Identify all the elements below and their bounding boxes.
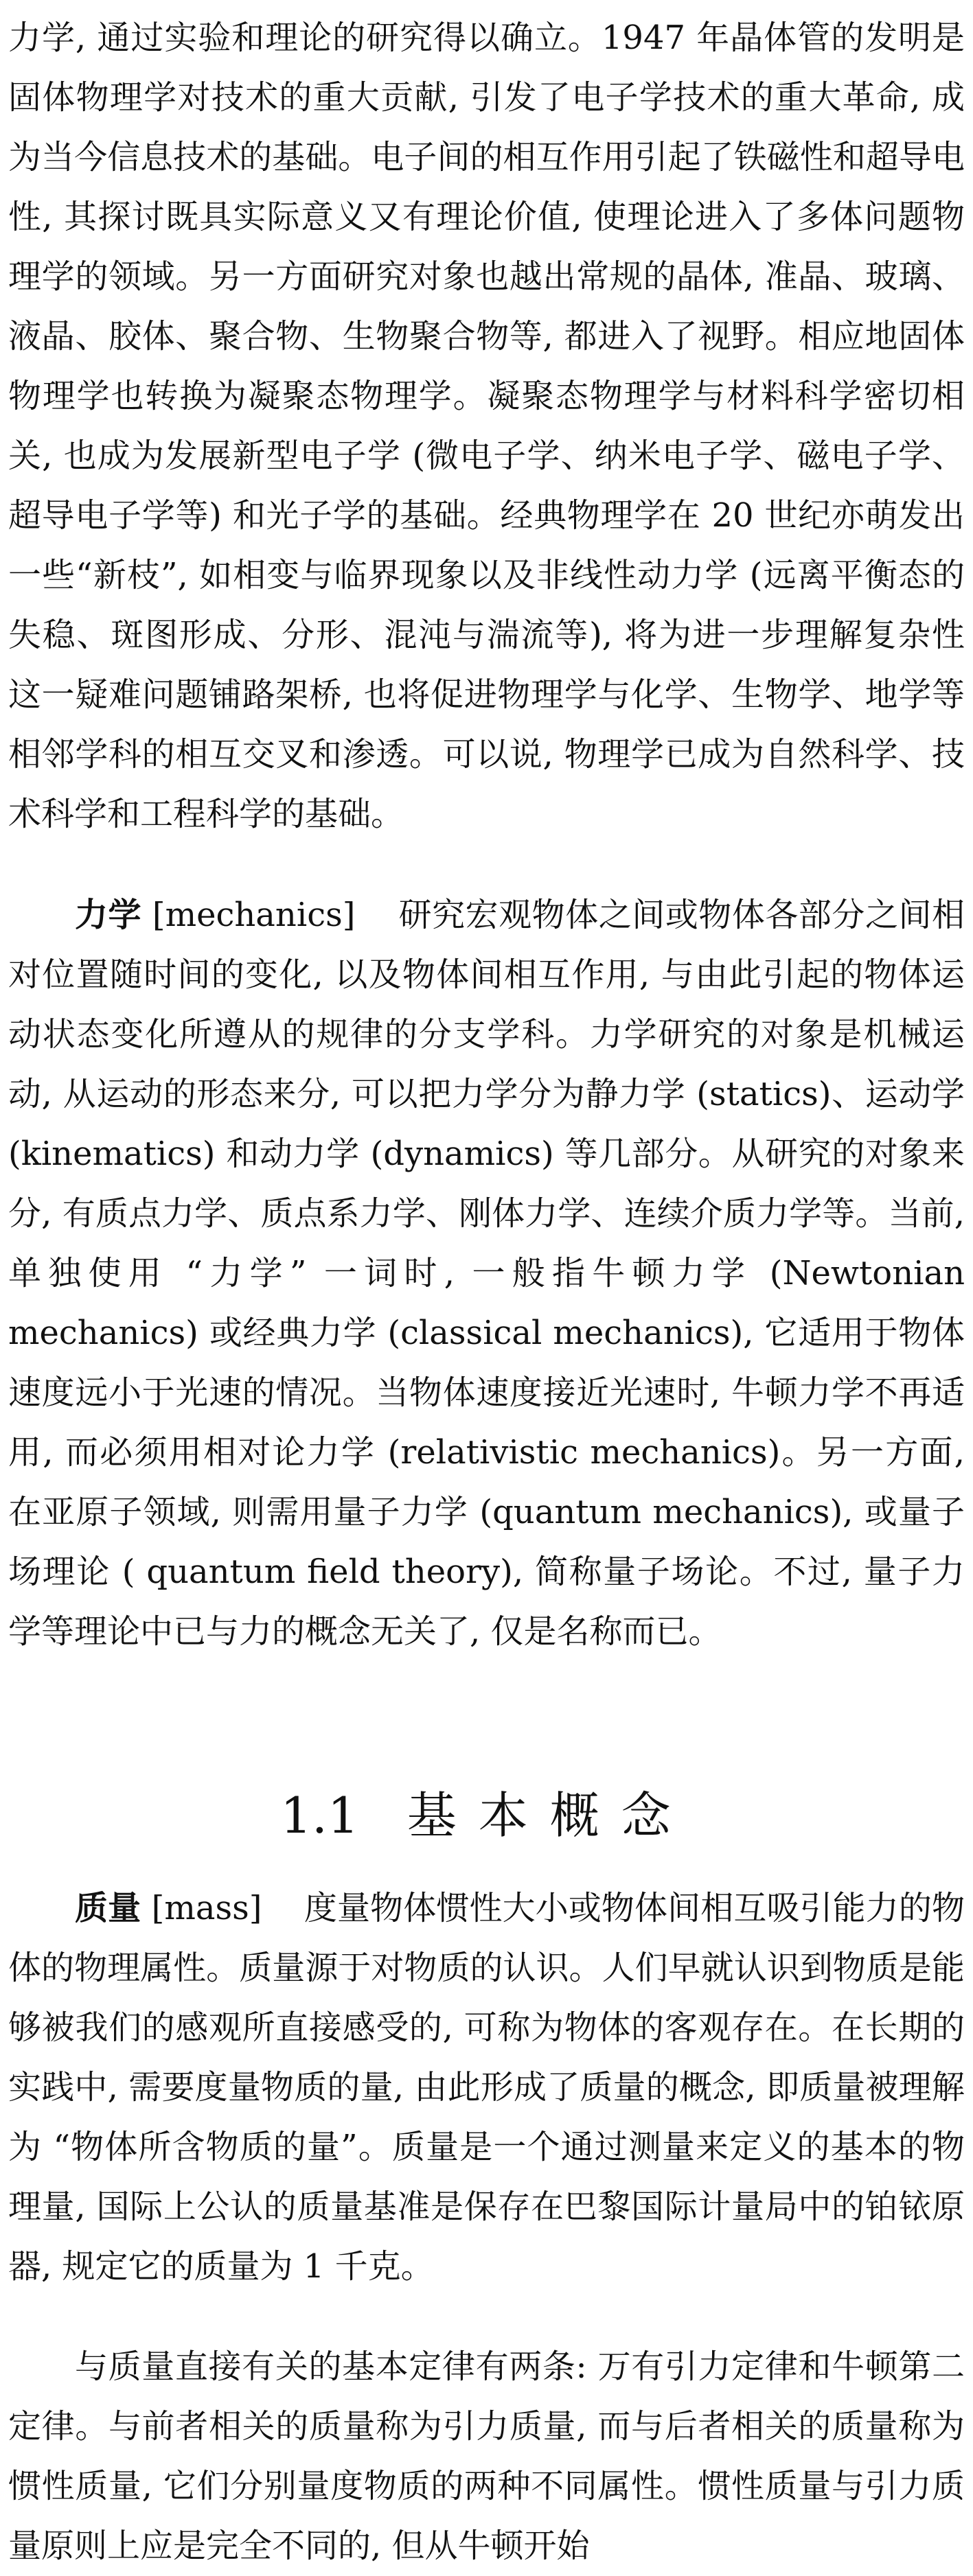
section-number: 1.1 [280,1787,359,1844]
mass-term: 质量 [75,1889,141,1927]
mass-entry [8,1879,965,2297]
mechanics-entry [8,885,965,1662]
mechanics-term: 力学 [75,896,142,934]
mechanics-english-term: [mechanics] [152,896,356,934]
mass-definition: 度量物体惯性大小或物体间相互吸引能力的物体的物理属性。质量源于对物质的认识。人们早就认识到物质是能够被我们的感观所直接感受的, 可称为物体的客观存在。在长期的实践中, 需要度量物质的量, 由此形成了质量的概念, 即质量被理解为 “物体所含物质的量”。质量是一个通过测量来定义的基本的物理量, 国际上公认的质量基准是保存在巴黎国际计量局中的铂铱原器, 规定它的质量为 1 千克。 [8,1889,965,2286]
intro-paragraph: 力学, 通过实验和理论的研究得以确立。1947 年晶体管的发明是固体物理学对技术的重大贡献, 引发了电子学技术的重大革命, 成为当今信息技术的基础。电子间的相互作用引起了铁磁性和超导电性, 其探讨既具实际意义又有理论价值, 使理论进入了多体问题物理学的领域。另一方面研究对象也越出常规的晶体, 准晶、玻璃、液晶、胶体、聚合物、生物聚合物等, 都进入了视野。相应地固体物理学也转换为凝聚态物理学。凝聚态物理学与材料科学密切相关, 也成为发展新型电子学 (微电子学、纳米电子学、磁电子学、超导电子学等) 和光子学的基础。经典物理学在 20 世纪亦萌发出一些“新枝”, 如相变与临界现象以及非线性动力学 (远离平衡态的失稳、斑图形成、分形、混沌与湍流等), 将为进一步理解复杂性这一疑难问题铺路架桥, 也将促进物理学与化学、生物学、地学等相邻学科的相互交叉和渗透。可以说, 物理学已成为自然科学、技术科学和工程科学的基础。 [8,19,965,833]
mass-english-term: [mass] [151,1889,262,1927]
section-heading [0,1781,973,1850]
section-title: 基本概念 [407,1787,693,1844]
mechanics-definition: 研究宏观物体之间或物体各部分之间相对位置随时间的变化, 以及物体间相互作用, 与由此引起的物体运动状态变化所遵从的规律的分支学科。力学研究的对象是机械运动, 从运动的形态来分, 可以把力学分为静力学 (statics)、运动学 (kinematics) 和动力学 (dynamics) 等几部分。从研究的对象来分, 有质点力学、质点系力学、刚体力学、连续介质力学等。当前, 单独使用 “力学” 一词时, 一般指牛顿力学 (Newtonian mechanics) 或经典力学 (classical mechanics), 它适用于物体速度远小于光速的情况。当物体速度接近光速时, 牛顿力学不再适用, 而必须用相对论力学 (relativistic mechanics)。另一方面, 在亚原子领域, 则需用量子力学 (quantum mechanics), 或量子场理论 ( quantum field theory), 简称量子场论。不过, 量子力学等理论中已与力的概念无关了, 仅是名称而已。 [8,896,965,1651]
mass-paragraph-2: 与质量直接有关的基本定律有两条: 万有引力定律和牛顿第二定律。与前者相关的质量称为引力质量, 而与后者相关的质量称为惯性质量, 它们分别量度物质的两种不同属性。惯性质量与引力质量原则上应是完全不同的, 但从牛顿开始 [8,2347,965,2565]
